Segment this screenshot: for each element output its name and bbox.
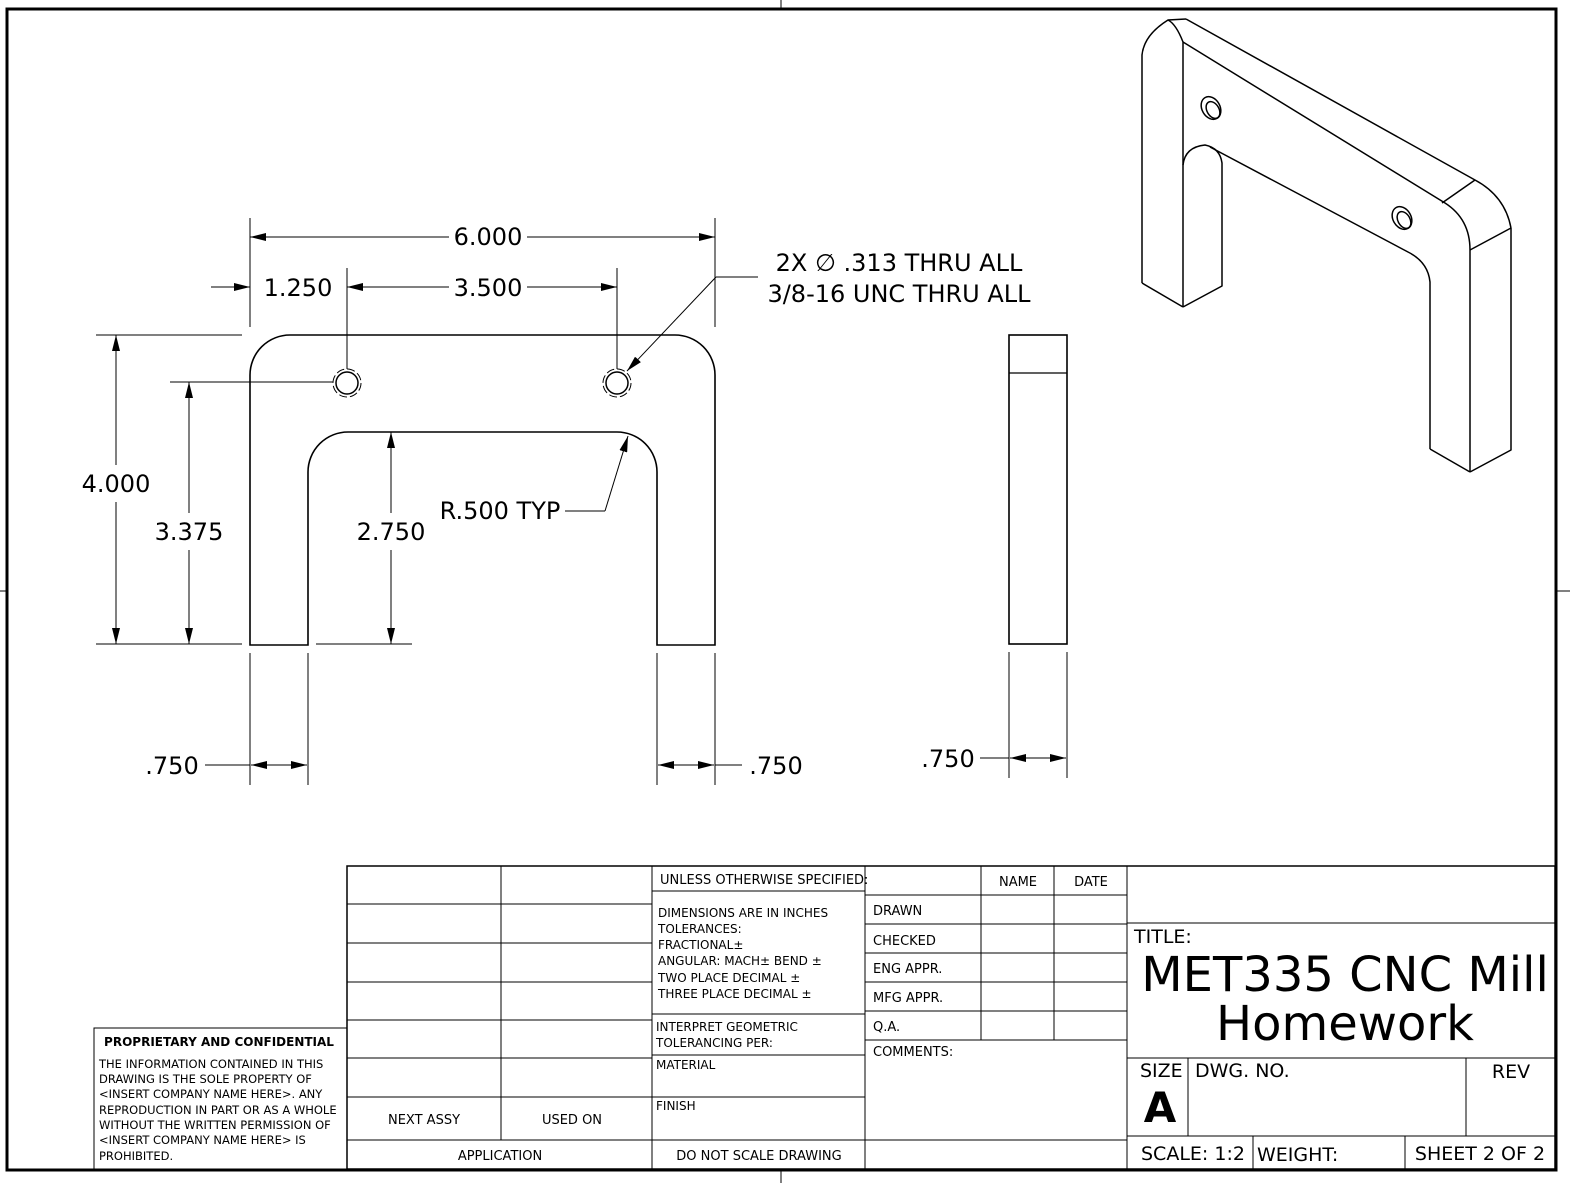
drawing-title-line2: Homework xyxy=(1216,996,1474,1052)
dim-right-leg: .750 xyxy=(749,752,803,780)
scale-label: SCALE: 1:2 xyxy=(1141,1143,1245,1165)
checked-label: CHECKED xyxy=(873,934,936,949)
date-header: DATE xyxy=(1074,875,1108,890)
dim-hole-height: 3.375 xyxy=(154,518,224,546)
hole-left xyxy=(336,372,358,394)
title-label: TITLE: xyxy=(1134,926,1192,948)
mfg-appr-label: MFG APPR. xyxy=(873,991,944,1006)
tolerances: TOLERANCES: xyxy=(658,922,742,936)
unless-specified: UNLESS OTHERWISE SPECIFIED: xyxy=(660,873,869,888)
tolerance-two-place: TWO PLACE DECIMAL ± xyxy=(658,971,801,985)
dim-hole-spacing: 3.500 xyxy=(453,274,523,302)
proprietary-line: <INSERT COMPANY NAME HERE> IS xyxy=(99,1133,306,1147)
dim-hole-offset: 1.250 xyxy=(263,274,333,302)
weight-label: WEIGHT: xyxy=(1257,1144,1339,1166)
iso-hole-left xyxy=(1197,93,1225,123)
comments-label: COMMENTS: xyxy=(873,1045,954,1060)
proprietary-line: REPRODUCTION IN PART OR AS A WHOLE xyxy=(99,1103,337,1117)
dim-left-leg: .750 xyxy=(145,752,199,780)
drawing-title-line1: MET335 CNC Mill xyxy=(1141,947,1549,1003)
proprietary-heading: PROPRIETARY AND CONFIDENTIAL xyxy=(104,1035,334,1049)
next-assy-label: NEXT ASSY xyxy=(387,1113,461,1128)
eng-appr-label: ENG APPR. xyxy=(873,962,943,977)
used-on-label: USED ON xyxy=(541,1113,603,1128)
material-label: MATERIAL xyxy=(656,1058,716,1072)
front-view xyxy=(82,218,1032,785)
finish-label: FINISH xyxy=(656,1099,696,1113)
proprietary-line: DRAWING IS THE SOLE PROPERTY OF xyxy=(99,1072,312,1086)
dim-slot-depth: 2.750 xyxy=(356,518,426,546)
do-not-scale: DO NOT SCALE DRAWING xyxy=(676,1149,842,1164)
iso-hole-right xyxy=(1388,203,1416,233)
proprietary-line: <INSERT COMPANY NAME HERE>. ANY xyxy=(99,1087,323,1101)
tolerance-fractional: FRACTIONAL± xyxy=(658,938,744,952)
size-value: A xyxy=(1143,1083,1177,1132)
title-block xyxy=(94,866,1555,1169)
tolerance-three-place: THREE PLACE DECIMAL ± xyxy=(658,987,812,1001)
dim-overall-height: 4.000 xyxy=(81,470,151,498)
isometric-view xyxy=(1142,19,1511,472)
dim-overall-width: 6.000 xyxy=(453,223,523,251)
proprietary-line: WITHOUT THE WRITTEN PERMISSION OF xyxy=(99,1118,331,1132)
dwg-no-label: DWG. NO. xyxy=(1195,1060,1290,1082)
tolerance-angular: ANGULAR: MACH± BEND ± xyxy=(658,954,822,968)
name-header: NAME xyxy=(998,875,1038,890)
rev-label: REV xyxy=(1491,1061,1531,1083)
tolerancing-per: TOLERANCING PER: xyxy=(656,1036,773,1050)
size-label: SIZE xyxy=(1140,1060,1183,1082)
interpret-geometric: INTERPRET GEOMETRIC xyxy=(656,1020,798,1034)
hole-callout-line1: 2X ∅ .313 THRU ALL xyxy=(775,249,1023,277)
proprietary-line: PROHIBITED. xyxy=(99,1149,174,1163)
radius-note: R.500 TYP xyxy=(439,497,561,525)
qa-label: Q.A. xyxy=(873,1020,901,1035)
application-label: APPLICATION xyxy=(457,1149,543,1164)
side-view xyxy=(921,335,1067,778)
dims-in-inches: DIMENSIONS ARE IN INCHES xyxy=(658,906,829,920)
sheet-label: SHEET 2 OF 2 xyxy=(1414,1143,1546,1165)
drawn-label: DRAWN xyxy=(873,904,923,919)
hole-callout-line2: 3/8-16 UNC THRU ALL xyxy=(767,280,1031,308)
proprietary-line: THE INFORMATION CONTAINED IN THIS xyxy=(99,1057,324,1071)
hole-left-thread xyxy=(333,369,361,397)
side-outline xyxy=(1009,335,1067,644)
dim-side-thickness: .750 xyxy=(921,745,975,773)
hole-right-thread xyxy=(603,369,631,397)
hole-right xyxy=(606,372,628,394)
